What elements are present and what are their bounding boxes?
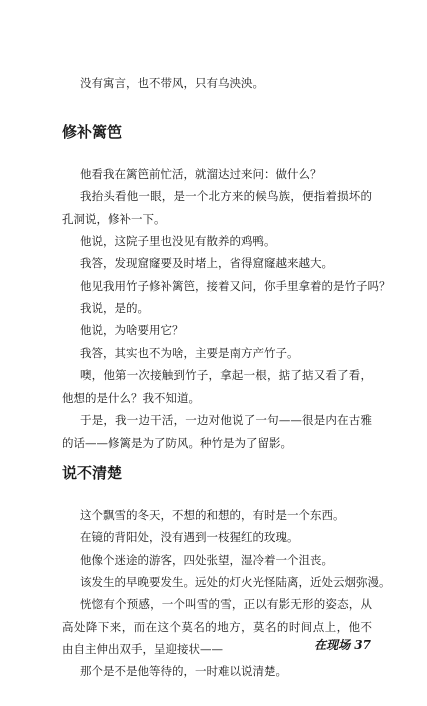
intro-paragraph: 没有寓言，也不带风，只有乌泱泱。 (80, 76, 264, 90)
paragraph: 于是，我一边干活，一边对他说了一句——很是内在古雅的话——修篱是为了防风。种竹是为了留影。 (62, 413, 372, 450)
section-title-unclear: 说不清楚 (62, 464, 123, 482)
section-title-mending-fence: 修补篱笆 (62, 123, 123, 141)
paragraph: 他说，为啥要用它？ (80, 323, 184, 337)
paragraph: 那个是不是他等待的，一时难以说清楚。 (80, 664, 287, 678)
page-number: 37 (354, 638, 371, 652)
paragraph: 我答，其实也不为啥，主要是南方产竹子。 (80, 346, 299, 360)
paragraph: 我抬头看他一眼，是一个北方来的候鸟族，便指着损坏的孔洞说，修补一下。 (62, 189, 372, 226)
paragraph: 我说，是的。 (80, 301, 149, 315)
paragraph: 恍惚有个预感，一个叫雪的雪，正以有影无形的姿态，从高处降下来，而在这个莫名的地方，莫名的时间点上，他不由自主伸出双手，呈迎接状—— (62, 597, 372, 656)
page-footer (314, 636, 371, 653)
paragraph: 这个飘雪的冬天，不想的和想的，有时是一个东西。 (80, 508, 345, 522)
paragraph: 他见我用竹子修补篱笆，接着又问，你手里拿着的是竹子吗？ (80, 279, 391, 293)
paragraph: 他说，这院子里也没见有散养的鸡鸭。 (80, 234, 276, 248)
paragraph: 他看我在篱笆前忙活，就溜达过来问：做什么？ (80, 167, 322, 181)
paragraph: 我答，发现窟窿要及时堵上，省得窟窿越来越大。 (80, 256, 333, 270)
paragraph: 在镜的背阳处，没有遇到一枝猩红的玫瑰。 (80, 530, 299, 544)
running-title: 在现场 (314, 638, 351, 652)
paragraph: 该发生的早晚要发生。远处的灯火光怪陆离，近处云烟弥漫。 (80, 575, 391, 589)
paragraph: 他像个迷途的游客，四处张望，湿冷着一个沮丧。 (80, 553, 333, 567)
paragraph: 噢，他第一次接触到竹子，拿起一根，掂了掂又看了看，他想的是什么？我不知道。 (62, 368, 372, 405)
